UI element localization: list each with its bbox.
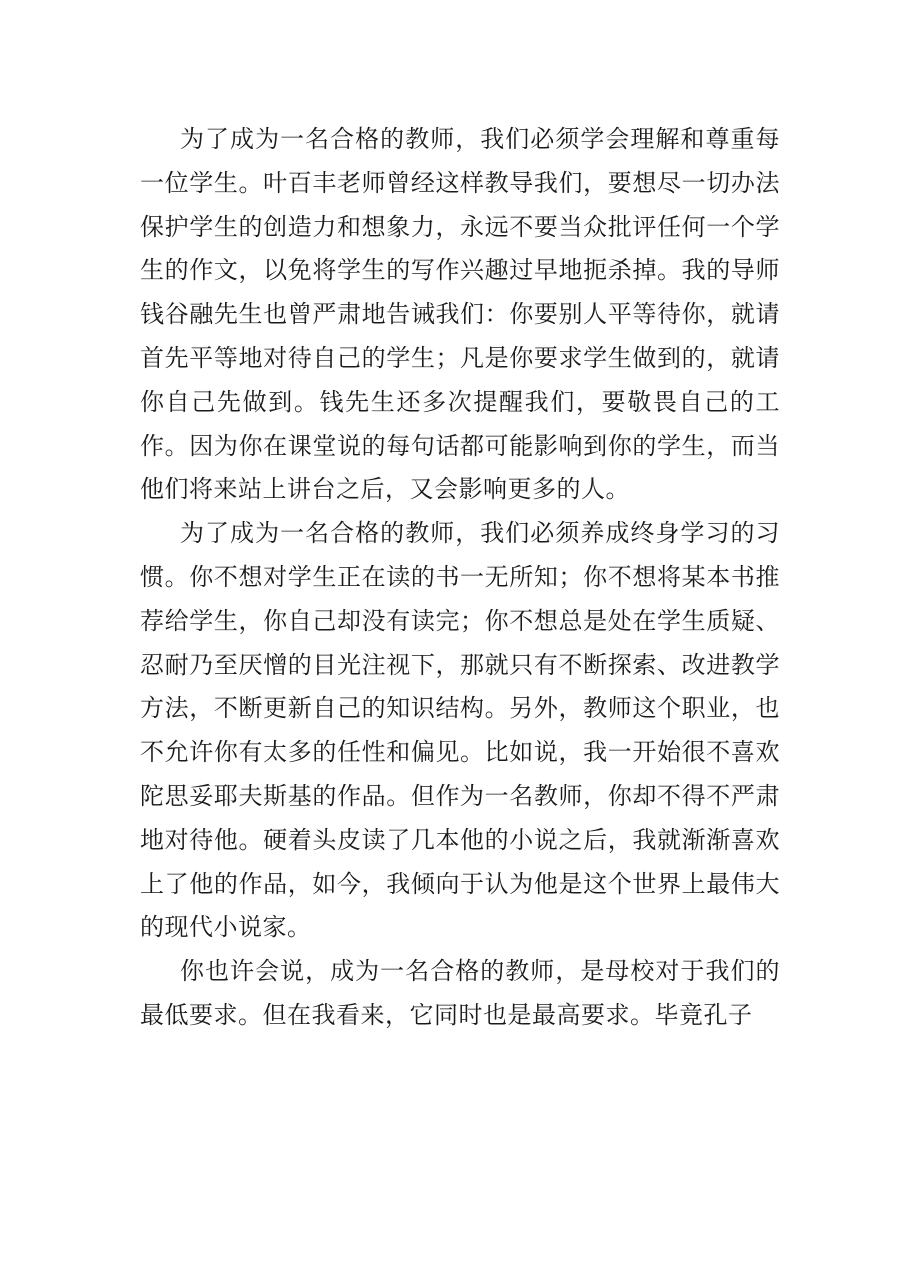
body-text (140, 118, 780, 1038)
paragraph: 为了成为一名合格的教师，我们必须养成终身学习的习惯。你不想对学生正在读的书一无所知；你不想将某本书推荐给学生，你自己却没有读完；你不想总是处在学生质疑、忍耐乃至厌憎的目光注视下，那就只有不断探索、改进教学方法，不断更新自己的知识结构。另外，教师这个职业，也不允许你有太多的任性和偏见。比如说，我一开始很不喜欢陀思妥耶夫斯基的作品。但作为一名教师，你却不得不严肃地对待他。硬着头皮读了几本他的小说之后，我就渐渐喜欢上了他的作品，如今，我倾向于认为他是这个世界上最伟大的现代小说家。 (140, 519, 780, 942)
paragraph: 为了成为一名合格的教师，我们必须学会理解和尊重每一位学生。叶百丰老师曾经这样教导我们，要想尽一切办法保护学生的创造力和想象力，永远不要当众批评任何一个学生的作文，以免将学生的写作兴趣过早地扼杀掉。我的导师钱谷融先生也曾严肃地告诫我们：你要别人平等待你，就请首先平等地对待自己的学生；凡是你要求学生做到的，就请你自己先做到。钱先生还多次提醒我们，要敬畏自己的工作。因为你在课堂说的每句话都可能影响到你的学生，而当他们将来站上讲台之后，又会影响更多的人。 (140, 125, 780, 504)
paragraph: 你也许会说，成为一名合格的教师，是母校对于我们的最低要求。但在我看来，它同时也是最高要求。毕竟孔子 (140, 957, 780, 1029)
